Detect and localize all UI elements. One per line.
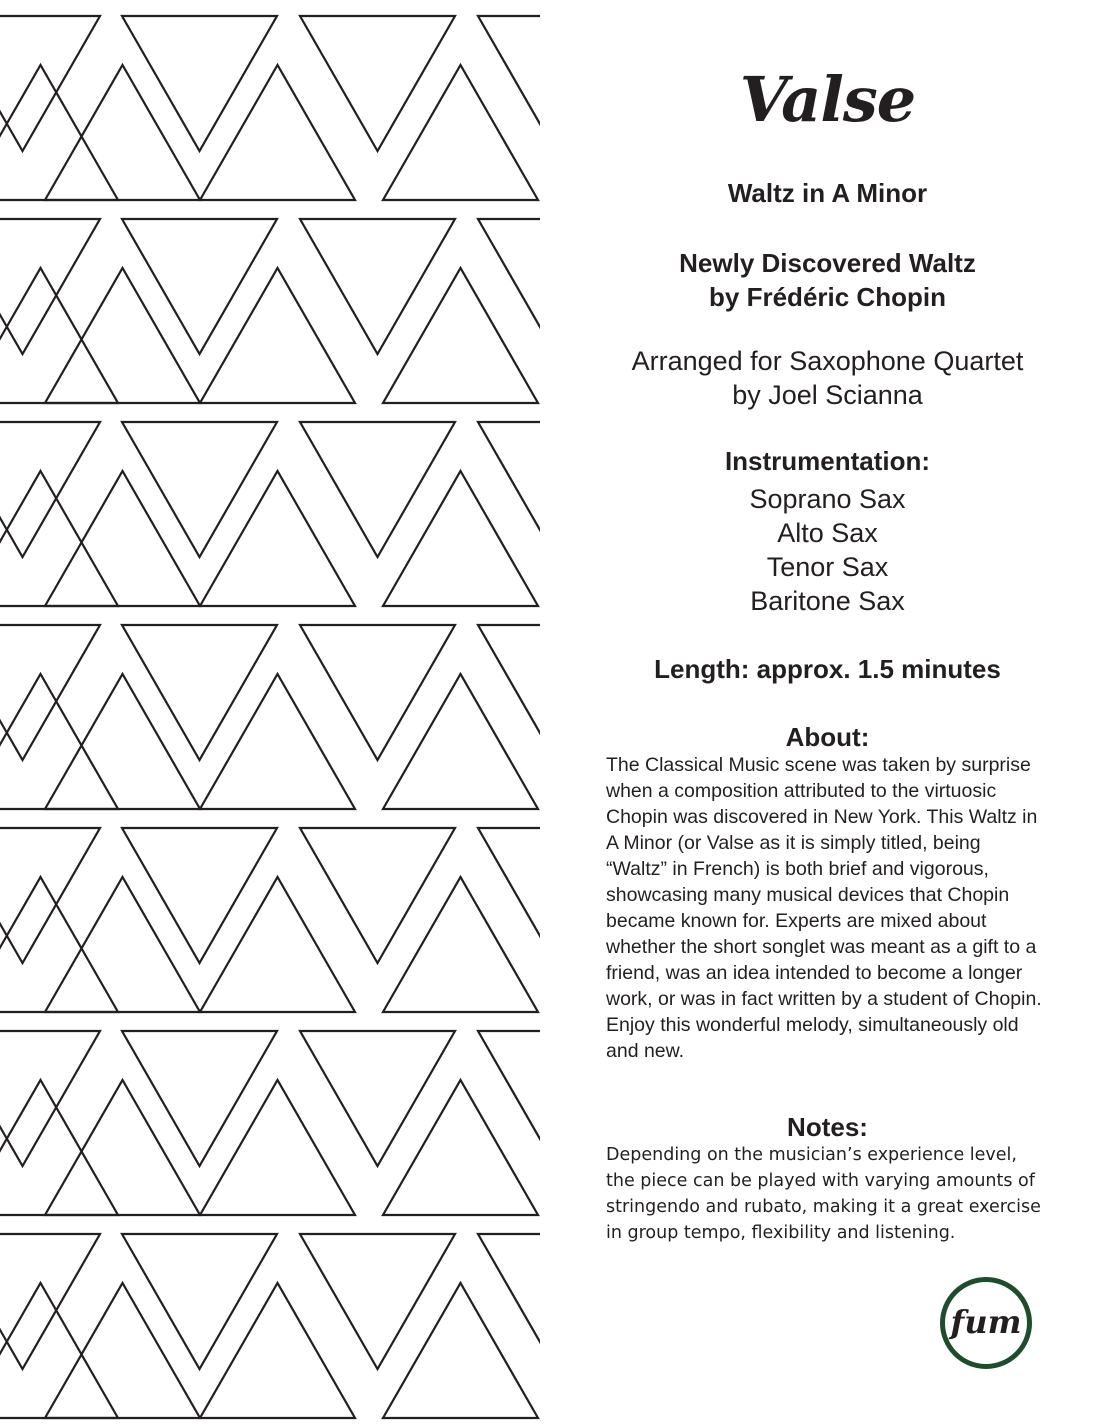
- pattern-triangle: [200, 471, 355, 606]
- instrumentation-heading: Instrumentation:: [724, 446, 931, 476]
- pattern-triangle: [478, 16, 540, 151]
- pattern-triangle: [383, 268, 538, 403]
- pattern-triangle: [300, 219, 455, 354]
- pattern-triangle: [300, 1031, 455, 1166]
- about-heading: About:: [785, 722, 870, 752]
- pattern-triangle: [45, 1283, 200, 1418]
- pattern-triangle: [200, 65, 355, 200]
- logo-text: fum: [950, 1303, 1022, 1341]
- pattern-triangle: [300, 16, 455, 151]
- pattern-triangle: [122, 625, 277, 760]
- pattern-triangle: [122, 828, 277, 963]
- pattern-triangle: [200, 674, 355, 809]
- page-title: Valse: [739, 63, 916, 136]
- discovery-block: [600, 246, 1055, 314]
- pattern-triangle: [45, 1080, 200, 1215]
- pattern-triangle: [383, 1080, 538, 1215]
- arrangement-line-2: by Joel Scianna: [732, 380, 923, 410]
- pattern-triangle: [45, 674, 200, 809]
- pattern-triangle: [478, 1234, 540, 1369]
- pattern-triangle: [45, 268, 200, 403]
- subtitle: Waltz in A Minor: [727, 178, 928, 208]
- pattern-triangle: [383, 1283, 538, 1418]
- discovery-line-1: Newly Discovered Waltz: [679, 248, 976, 278]
- pattern-triangle: [300, 1234, 455, 1369]
- cover-text: [600, 0, 1055, 1246]
- about-text: The Classical Music scene was taken by surprise when a composition attributed to the virtuosic Chopin was discovered in New York. This Waltz in A Minor (or Valse as it is simply titled, being “Waltz” in French) is both brief and vigorous, showcasing many musical devices that Chopin became known for. Experts are mixed about whether the short songlet was meant as a gift to a friend, was an idea intended to become a longer work, or was in fact written by a student of Chopin. Enjoy this wonderful melody, simultaneously old and new.: [606, 754, 1042, 1062]
- pattern-triangle: [383, 65, 538, 200]
- notes-text: Depending on the musician’s experience level, the piece can be played with varying amounts of stringendo and rubato, making it a great exercise in group tempo, flexibility and listening.: [606, 1145, 1041, 1243]
- instrument-list: [600, 482, 1055, 618]
- instrument-item: Soprano Sax: [749, 484, 906, 514]
- arrangement-line-1: Arranged for Saxophone Quartet: [631, 346, 1024, 376]
- discovery-line-2: by Frédéric Chopin: [709, 282, 946, 312]
- pattern-triangle: [478, 422, 540, 557]
- triangle-pattern: [0, 0, 540, 1425]
- pattern-triangle: [122, 422, 277, 557]
- pattern-triangle: [200, 268, 355, 403]
- pattern-triangle: [300, 422, 455, 557]
- pattern-triangle: [122, 1234, 277, 1369]
- pattern-triangle: [200, 1283, 355, 1418]
- pattern-triangle: [478, 219, 540, 354]
- pattern-triangle: [122, 16, 277, 151]
- arrangement-block: [600, 344, 1055, 412]
- instrument-item: Baritone Sax: [750, 586, 905, 616]
- instrument-item: Tenor Sax: [766, 552, 889, 582]
- pattern-triangle: [383, 674, 538, 809]
- pattern-triangle: [478, 1031, 540, 1166]
- pattern-triangle: [200, 877, 355, 1012]
- pattern-triangle: [45, 471, 200, 606]
- pattern-triangle: [300, 828, 455, 963]
- pattern-triangle: [200, 1080, 355, 1215]
- instrument-item: Alto Sax: [777, 518, 878, 548]
- pattern-triangle: [45, 877, 200, 1012]
- pattern-triangle: [122, 219, 277, 354]
- pattern-triangle: [478, 625, 540, 760]
- pattern-triangle: [45, 65, 200, 200]
- fum-logo: [939, 1276, 1033, 1370]
- length-info: Length: approx. 1.5 minutes: [654, 654, 1001, 684]
- pattern-triangle: [383, 877, 538, 1012]
- pattern-triangle: [478, 828, 540, 963]
- notes-heading: Notes:: [787, 1112, 868, 1142]
- pattern-triangle: [300, 625, 455, 760]
- pattern-triangle: [122, 1031, 277, 1166]
- pattern-triangle: [383, 471, 538, 606]
